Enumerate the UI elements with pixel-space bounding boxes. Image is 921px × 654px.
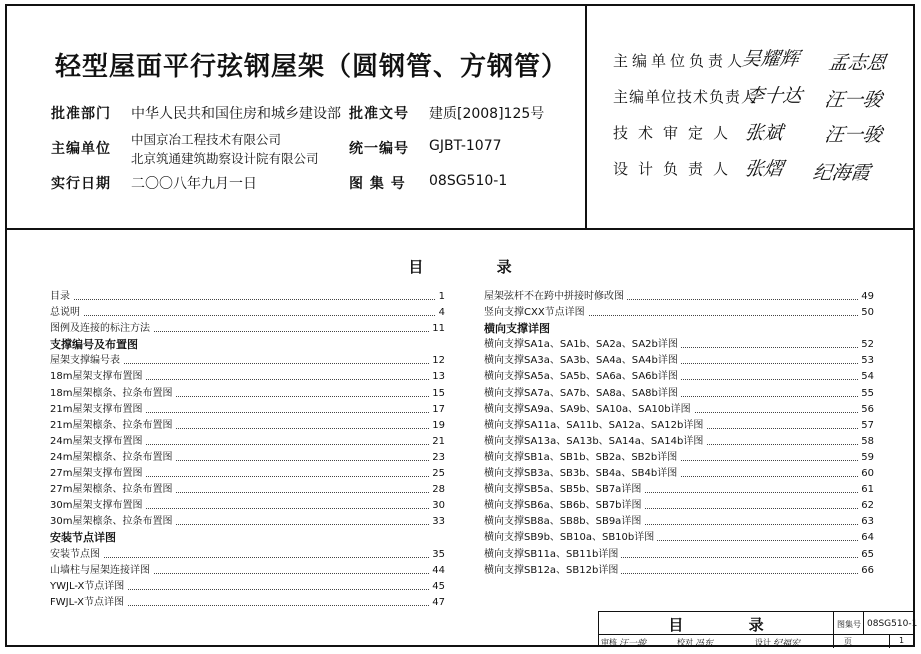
editor-unit-label: 主编单位	[51, 141, 111, 157]
toc-entry-title: 横向支撑SA3a、SA3b、SA4a、SA4b详图	[484, 353, 681, 369]
toc-entry-title: 21m屋架支撑布置图	[50, 402, 145, 418]
toc-entry-title: 屋架支撑编号表	[50, 353, 123, 369]
atlas-title: 轻型屋面平行弦钢屋架（圆钢管、方钢管）	[55, 52, 569, 82]
toc-entry-title: 横向支撑SB12a、SB12b详图	[484, 563, 621, 579]
toc-entry-page: 50	[858, 305, 874, 321]
toc-entry	[484, 386, 874, 402]
toc-heading: 目 录	[408, 258, 546, 276]
toc-entry-page: 58	[858, 434, 874, 450]
toc-entry	[484, 547, 874, 563]
toc-entry-title: 竖向支撑CXX节点详图	[484, 305, 588, 321]
title-block-design-label: 设计	[755, 638, 771, 647]
toc-entry-page: 11	[429, 321, 445, 337]
toc-entry-title: FWJL-X节点详图	[50, 595, 127, 611]
toc-entry	[50, 466, 445, 482]
signature-label-reviewer: 技术审定人	[613, 124, 739, 142]
toc-entry-title: 横向支撑SB5a、SB5b、SB7a详图	[484, 482, 644, 498]
title-block-review-label: 审核	[601, 638, 617, 647]
toc-entry-page: 63	[858, 514, 874, 530]
toc-entry	[484, 305, 874, 321]
signature-reviewer-1: 张斌	[743, 122, 785, 144]
approval-doc: 建质[2008]125号	[429, 106, 545, 122]
toc-section-heading	[484, 321, 874, 337]
toc-entry-title: 27m屋架支撑布置图	[50, 466, 145, 482]
toc-entry	[484, 498, 874, 514]
editor-unit-1: 中国京冶工程技术有限公司	[131, 132, 282, 147]
approval-doc-label: 批准文号	[349, 106, 409, 122]
toc-entry-page: 47	[429, 595, 445, 611]
toc-entry-page: 30	[429, 498, 445, 514]
toc-entry-page: 12	[429, 353, 445, 369]
effective-date: 二〇〇八年九月一日	[131, 176, 257, 192]
toc-entry-title: 横向支撑SA9a、SA9b、SA10a、SA10b详图	[484, 402, 694, 418]
toc-entry-title: 横向支撑SB8a、SB8b、SB9a详图	[484, 514, 644, 530]
toc-entry-page: 35	[429, 547, 445, 563]
toc-entry	[50, 498, 445, 514]
toc-entry	[484, 466, 874, 482]
toc-entry	[50, 563, 445, 579]
toc-entry-title: 横向支撑SA1a、SA1b、SA2a、SA2b详图	[484, 337, 681, 353]
toc-entry	[484, 418, 874, 434]
toc-entry-page: 56	[858, 402, 874, 418]
atlas-no: 08SG510-1	[429, 173, 508, 189]
title-block-page: 1	[899, 636, 905, 645]
toc-entry-title: 27m屋架檩条、拉条布置图	[50, 482, 175, 498]
toc-entry-page: 52	[858, 337, 874, 353]
title-block-atlas-label: 图集号	[837, 620, 861, 629]
toc-entry-page: 28	[429, 482, 445, 498]
title-block-check-label: 校对	[677, 638, 693, 647]
toc-entry-page: 61	[858, 482, 874, 498]
editor-unit-2: 北京筑通建筑勘察设计院有限公司	[131, 151, 319, 166]
toc-entry-title: 横向支撑SB6a、SB6b、SB7b详图	[484, 498, 645, 514]
toc-entry	[484, 402, 874, 418]
toc-entry-page: 21	[429, 434, 445, 450]
toc-entry-title: 横向支撑SA7a、SA7b、SA8a、SA8b详图	[484, 386, 681, 402]
title-block-atlas-no: 08SG510-1	[867, 619, 918, 629]
toc-entry-title: 21m屋架檩条、拉条布置图	[50, 418, 175, 434]
toc-left-column	[50, 289, 445, 611]
toc-entry-title: 横向支撑SB3a、SB3b、SB4a、SB4b详图	[484, 466, 680, 482]
signature-tech-head-1: 李十达	[743, 85, 804, 107]
drawing-sheet	[5, 4, 918, 649]
toc-entry	[484, 337, 874, 353]
toc-entry-title: 横向支撑SB11a、SB11b详图	[484, 547, 621, 563]
toc-entry	[50, 579, 445, 595]
toc-entry	[50, 418, 445, 434]
atlas-no-label: 图 集 号	[349, 176, 406, 192]
toc-entry	[50, 450, 445, 466]
toc-entry-title: 30m屋架支撑布置图	[50, 498, 145, 514]
toc-entry-page: 62	[858, 498, 874, 514]
toc-entry-title: 横向支撑SA13a、SA13b、SA14a、SA14b详图	[484, 434, 706, 450]
title-block-review-name: 汪一骏	[619, 639, 647, 649]
toc-entry	[50, 321, 445, 337]
toc-entry-page: 55	[858, 386, 874, 402]
toc-right-column	[484, 289, 874, 579]
toc-section-title: 支撑编号及布置图	[50, 337, 141, 353]
toc-entry-page: 1	[436, 289, 445, 305]
toc-entry	[484, 482, 874, 498]
signature-label-editor-head: 主编单位负责人	[613, 52, 747, 70]
toc-entry	[50, 305, 445, 321]
signature-label-tech-head: 主编单位技术负责人	[613, 88, 758, 106]
toc-entry-page: 66	[858, 563, 874, 579]
toc-entry-title: 屋架弦杆不在跨中拼接时修改图	[484, 289, 627, 305]
signature-editor-head-1: 吴耀辉	[740, 48, 801, 70]
toc-entry-page: 60	[858, 466, 874, 482]
toc-entry-title: 图例及连接的标注方法	[50, 321, 153, 337]
signature-design-head-1: 张熠	[743, 158, 785, 180]
signature-label-design-head: 设计负责人	[613, 160, 739, 178]
toc-entry-title: 24m屋架檩条、拉条布置图	[50, 450, 175, 466]
toc-entry-page: 53	[858, 353, 874, 369]
toc-entry	[484, 369, 874, 385]
toc-entry	[484, 514, 874, 530]
toc-entry	[50, 353, 445, 369]
title-block	[598, 611, 918, 649]
toc-entry-title: 18m屋架檩条、拉条布置图	[50, 386, 175, 402]
toc-entry-title: 横向支撑SA11a、SA11b、SA12a、SA12b详图	[484, 418, 706, 434]
toc-entry	[50, 289, 445, 305]
toc-entry-title: 24m屋架支撑布置图	[50, 434, 145, 450]
toc-entry	[484, 289, 874, 305]
signature-reviewer-2: 汪一骏	[823, 124, 884, 146]
approval-dept: 中华人民共和国住房和城乡建设部	[131, 106, 341, 122]
toc-entry-title: 总说明	[50, 305, 83, 321]
toc-entry-page: 33	[429, 514, 445, 530]
toc-entry-page: 65	[858, 547, 874, 563]
toc-entry-page: 57	[858, 418, 874, 434]
toc-entry-page: 64	[858, 530, 874, 546]
toc-entry	[50, 547, 445, 563]
toc-entry	[50, 386, 445, 402]
toc-entry-page: 17	[429, 402, 445, 418]
toc-entry-title: 18m屋架支撑布置图	[50, 369, 145, 385]
toc-section-heading	[50, 530, 445, 546]
toc-entry	[484, 434, 874, 450]
toc-entry-title: YWJL-X节点详图	[50, 579, 127, 595]
signature-editor-head-2: 孟志恩	[827, 52, 888, 74]
toc-entry-page: 15	[429, 386, 445, 402]
approval-dept-label: 批准部门	[51, 106, 111, 122]
toc-entry	[50, 369, 445, 385]
toc-section-title: 横向支撑详图	[484, 321, 553, 337]
unified-no: GJBT-1077	[429, 138, 502, 154]
toc-entry-page: 44	[429, 563, 445, 579]
toc-entry	[484, 563, 874, 579]
toc-entry-title: 横向支撑SB9b、SB10a、SB10b详图	[484, 530, 657, 546]
toc-entry-page: 19	[429, 418, 445, 434]
toc-entry-page: 4	[436, 305, 445, 321]
toc-entry-page: 23	[429, 450, 445, 466]
effective-date-label: 实行日期	[51, 176, 111, 192]
header-divider-horizontal	[7, 228, 913, 230]
signature-design-head-2: 纪海霞	[811, 162, 872, 184]
toc-entry	[50, 402, 445, 418]
toc-entry-title: 横向支撑SB1a、SB1b、SB2a、SB2b详图	[484, 450, 680, 466]
title-block-check-name: 冯东	[695, 639, 714, 649]
signature-tech-head-2: 汪一骏	[823, 89, 884, 111]
toc-entry	[50, 514, 445, 530]
toc-entry	[50, 482, 445, 498]
toc-entry	[484, 450, 874, 466]
toc-entry-title: 横向支撑SA5a、SA5b、SA6a、SA6b详图	[484, 369, 681, 385]
toc-entry	[50, 434, 445, 450]
toc-entry	[50, 595, 445, 611]
title-block-name: 目 录	[668, 616, 794, 634]
toc-entry-page: 25	[429, 466, 445, 482]
toc-entry	[484, 353, 874, 369]
toc-entry-page: 59	[858, 450, 874, 466]
toc-entry-title: 山墙柱与屋架连接详图	[50, 563, 153, 579]
title-block-page-label: 页	[844, 637, 852, 646]
toc-section-title: 安装节点详图	[50, 530, 119, 546]
toc-entry-title: 目录	[50, 289, 73, 305]
header-divider-vertical	[585, 6, 587, 228]
title-block-design-name: 纪福宏	[773, 639, 801, 649]
toc-entry-page: 13	[429, 369, 445, 385]
toc-entry-title: 30m屋架檩条、拉条布置图	[50, 514, 175, 530]
toc-entry-page: 45	[429, 579, 445, 595]
toc-section-heading	[50, 337, 445, 353]
toc-entry-page: 49	[858, 289, 874, 305]
toc-entry-title: 安装节点图	[50, 547, 103, 563]
toc-entry-page: 54	[858, 369, 874, 385]
toc-entry	[484, 530, 874, 546]
unified-no-label: 统一编号	[349, 141, 409, 157]
